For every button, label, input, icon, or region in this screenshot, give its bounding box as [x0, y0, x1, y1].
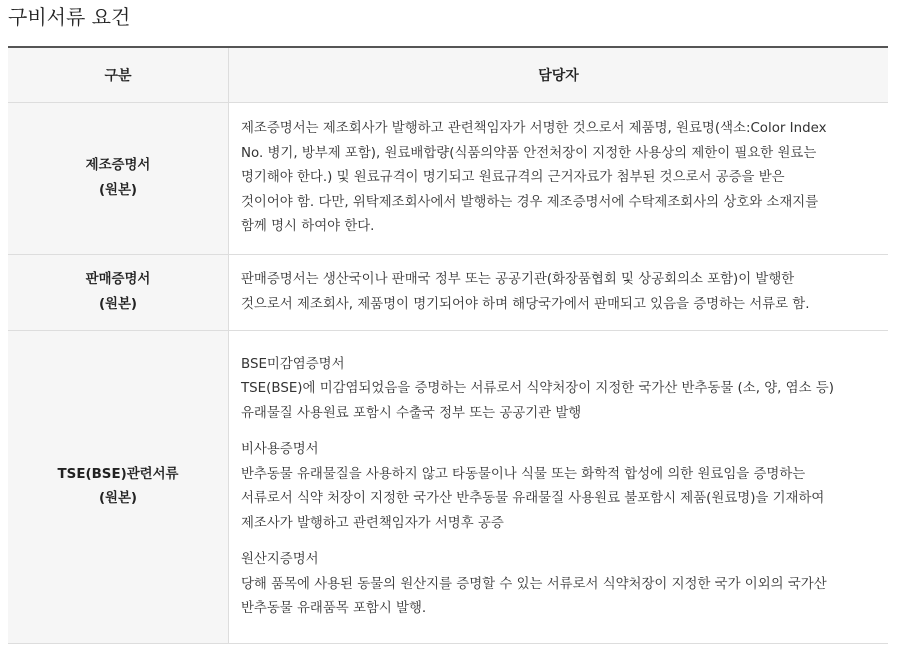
row-category [8, 255, 229, 331]
row-description [229, 331, 889, 644]
row-description [229, 103, 889, 255]
description-line: 판매증명서는 생산국이나 판매국 정부 또는 공공기관(화장품협회 및 상공회의소 포함)이 발행한 [241, 272, 795, 287]
category-note: (원본) [98, 491, 138, 506]
description-block [241, 117, 878, 240]
description-line: 제조증명서는 제조회사가 발행하고 관련책임자가 서명한 것으로서 제품명, 원료명(색소:Color Index [241, 121, 827, 137]
description-block [241, 268, 878, 317]
description-line: 함께 명시 하여야 한다. [241, 219, 375, 235]
category-note: (원본) [98, 296, 138, 312]
category-note: (원본) [98, 182, 138, 198]
description-line: 반추동물 유래물질을 사용하지 않고 타동물이나 식물 또는 화학적 합성에 의한 원료임을 증명하는 [241, 466, 806, 482]
description-line: 반추동물 유래품목 포함시 발행. [241, 601, 427, 616]
table-row [8, 331, 888, 644]
description-block-origin [241, 548, 878, 622]
category-name: TSE(BSE)관련서류 [57, 466, 179, 482]
block-heading: 원산지증명서 [241, 552, 319, 567]
description-line: No. 병기, 방부제 포함), 원료배합량(식품의약품 안전처장이 지정한 사용상의 제한이 필요한 원료는 [241, 145, 817, 161]
row-category [8, 103, 229, 255]
page-title: 구비서류 요건 [8, 5, 131, 29]
category-name: 판매증명서 [85, 272, 151, 287]
block-heading: BSE미감염증명서 [241, 356, 345, 372]
description-line: 명기해야 한다.) 및 원료규격이 명기되고 원료규격의 근거자료가 첨부된 것으로서 공증을 받은 [241, 170, 785, 186]
description-line: 것으로서 제조회사, 제품명이 명기되어야 하며 해당국가에서 판매되고 있음을 증명하는 서류로 함. [241, 296, 810, 312]
table-row [8, 255, 888, 331]
description-line: 서류로서 식약 처장이 지정한 국가산 반추동물 유래물질 사용원료 불포함시 제품(원료명)을 기재하여 [241, 491, 825, 506]
description-block-bse [241, 353, 878, 427]
description-line: 유래물질 사용원료 포함시 수출국 정부 또는 공공기관 발행 [241, 405, 582, 421]
row-description [229, 255, 889, 331]
requirements-table [8, 46, 888, 644]
block-heading: 비사용증명서 [241, 442, 319, 457]
description-block-nonuse [241, 438, 878, 536]
description-line: 당해 품목에 사용된 동물의 원산지를 증명할 수 있는 서류로서 식약처장이 지정한 국가 이외의 국가산 [241, 576, 827, 592]
table-header-row [8, 47, 888, 103]
table-row [8, 103, 888, 255]
header-description: 담당자 [229, 47, 889, 103]
description-line: 제조사가 발행하고 관련책임자가 서명후 공증 [241, 515, 504, 531]
description-line: 것이어야 함. 다만, 위탁제조회사에서 발행하는 경우 제조증명서에 수탁제조회사의 상호와 소재지를 [241, 194, 819, 210]
header-category: 구분 [8, 47, 229, 103]
row-category [8, 331, 229, 644]
description-line: TSE(BSE)에 미감염되었음을 증명하는 서류로서 식약처장이 지정한 국가산 반추동물 (소, 양, 염소 등) [241, 381, 834, 396]
category-name: 제조증명서 [85, 158, 151, 173]
